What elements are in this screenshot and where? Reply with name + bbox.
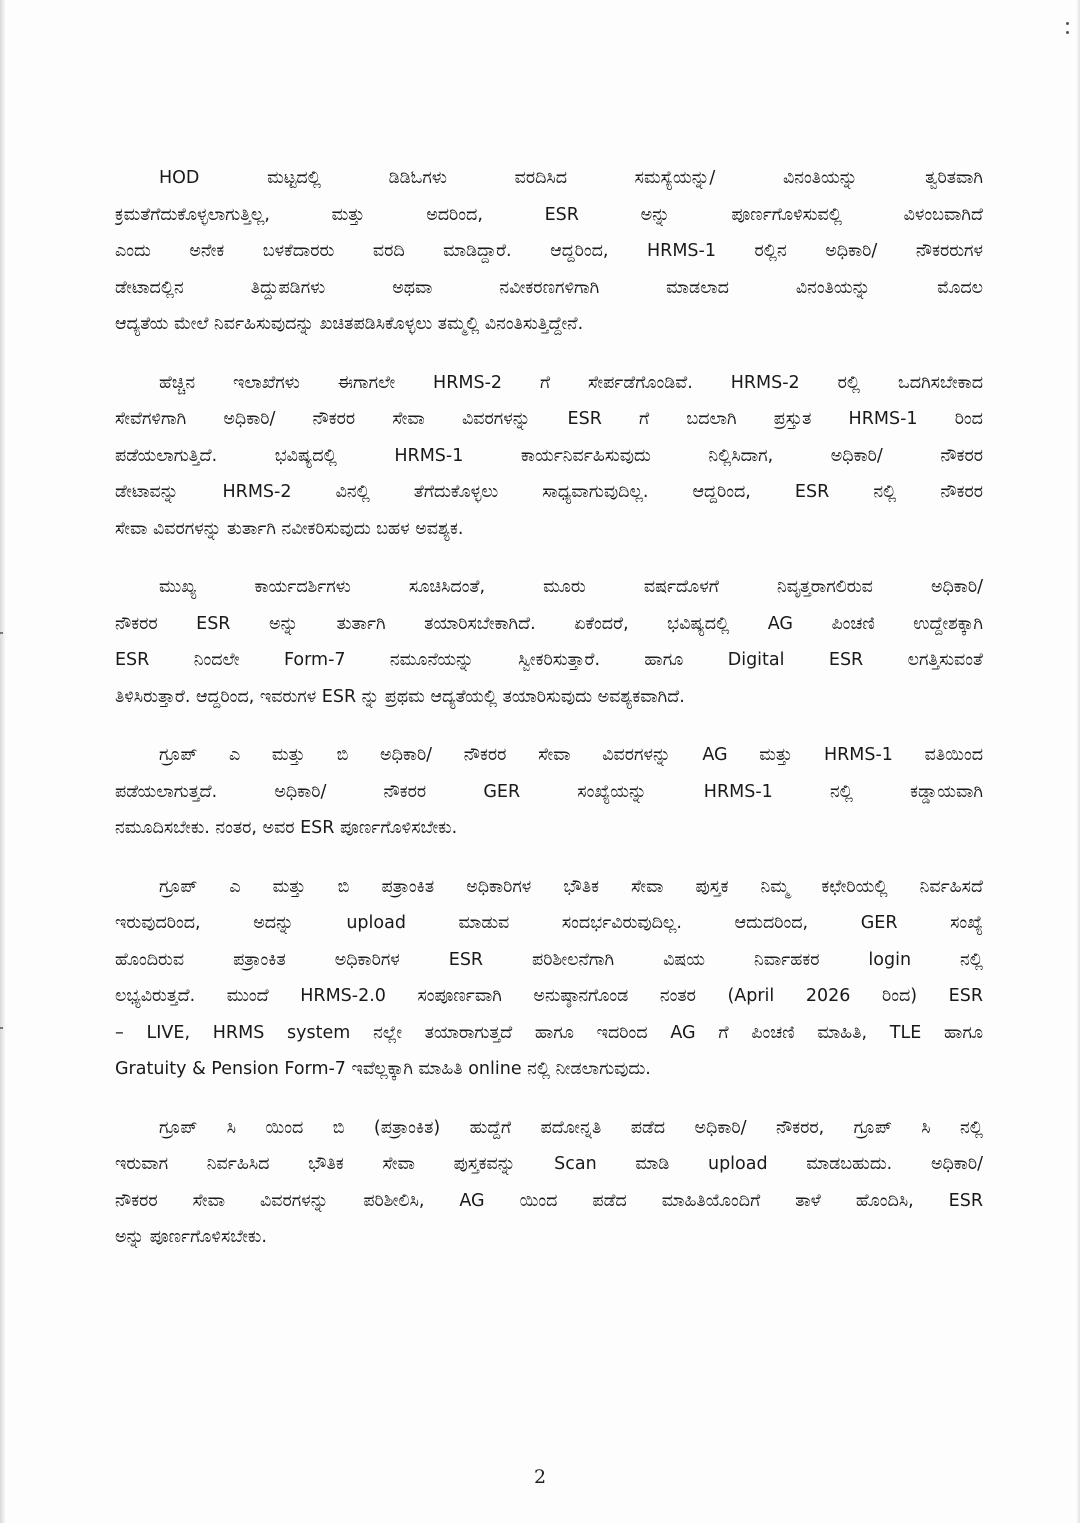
text-line: ಸೇವಾ ವಿವರಗಳನ್ನು ತುರ್ತಾಗಿ ನವೀಕರಿಸುವುದು ಬಹಳ ಅವಶ್ಯಕ. bbox=[115, 518, 464, 539]
text-line: ನಮೂದಿಸಬೇಕು. ನಂತರ, ಅವರ ESR ಪೂರ್ಣಗೊಳಿಸಬೇಕು. bbox=[115, 818, 458, 838]
scan-margin-mark bbox=[0, 632, 3, 634]
text-line: ಇರುವುದರಿಂದ, ಅದನ್ನು upload ಮಾಡುವ ಸಂದರ್ಭವಿರುವುದಿಲ್ಲ. ಆದುದರಿಂದ, GER ಸಂಖ್ಯೆ bbox=[115, 913, 983, 933]
page-number: 2 bbox=[533, 1466, 547, 1488]
text-line: ಸೇವೆಗಳಿಗಾಗಿ ಅಧಿಕಾರಿ/ ನೌಕರರ ಸೇವಾ ವಿವರಗಳನ್ನು ESR ಗೆ ಬದಲಾಗಿ ಪ್ರಸ್ತುತ HRMS-1 ರಿಂದ bbox=[115, 409, 983, 429]
paragraph-4 bbox=[115, 737, 983, 847]
text-line: ಡೇಟಾವನ್ನು HRMS-2 ವಿನಲ್ಲಿ ತೆಗೆದುಕೊಳ್ಳಲು ಸಾಧ್ಯವಾಗುವುದಿಲ್ಲ. ಆದ್ದರಿಂದ, ESR ನಲ್ಲಿ ನೌಕರರ bbox=[115, 482, 983, 502]
text-line: – LIVE, HRMS system ನಲ್ಲೇ ತಯಾರಾಗುತ್ತದೆ ಹಾಗೂ ಇದರಿಂದ AG ಗೆ ಪಿಂಚಣಿ ಮಾಹಿತಿ, TLE ಹಾಗೂ bbox=[115, 1022, 983, 1043]
scan-margin-mark bbox=[0, 1027, 3, 1029]
text-line: ಎಂದು ಅನೇಕ ಬಳಕೆದಾರರು ವರದಿ ಮಾಡಿದ್ದಾರೆ. ಆದ್ದರಿಂದ, HRMS-1 ರಲ್ಲಿನ ಅಧಿಕಾರಿ/ ನೌಕರರುಗಳ bbox=[115, 241, 983, 261]
text-line: ನೌಕರರ ESR ಅನ್ನು ತುರ್ತಾಗಿ ತಯಾರಿಸಬೇಕಾಗಿದೆ. ಏಕೆಂದರೆ, ಭವಿಷ್ಯದಲ್ಲಿ AG ಪಿಂಚಣಿ ಉದ್ದೇಶಕ್ಕಾಗಿ bbox=[115, 613, 983, 634]
scan-corner-dots bbox=[1066, 22, 1070, 36]
text-line: ಆದ್ಯತೆಯ ಮೇಲೆ ನಿರ್ವಹಿಸುವುದನ್ನು ಖಚಿತಪಡಿಸಿಕೊಳ್ಳಲು ತಮ್ಮಲ್ಲಿ ವಿನಂತಿಸುತ್ತಿದ್ದೇನೆ. bbox=[115, 314, 584, 334]
scan-edge-right bbox=[1076, 0, 1080, 1523]
paragraph-1 bbox=[115, 160, 983, 343]
text-line: ಹೆಚ್ಚಿನ ಇಲಾಖೆಗಳು ಈಗಾಗಲೇ HRMS-2 ಗೆ ಸೇರ್ಪಡೆಗೊಂಡಿವೆ. HRMS-2 ರಲ್ಲಿ ಒದಗಿಸಬೇಕಾದ bbox=[159, 372, 983, 393]
paragraph-3 bbox=[115, 569, 983, 715]
text-line: ಗ್ರೂಪ್ ಎ ಮತ್ತು ಬಿ ಪತ್ರಾಂಕಿತ ಅಧಿಕಾರಿಗಳ ಭೌತಿಕ ಸೇವಾ ಪುಸ್ತಕ ನಿಮ್ಮ ಕಛೇರಿಯಲ್ಲಿ ನಿರ್ವಹಿಸದೆ bbox=[159, 876, 983, 897]
text-line: ಗ್ರೂಪ್ ಸಿ ಯಿಂದ ಬಿ (ಪತ್ರಾಂಕಿತ) ಹುದ್ದೆಗೆ ಪದೋನ್ನತಿ ಪಡೆದ ಅಧಿಕಾರಿ/ ನೌಕರರ, ಗ್ರೂಪ್ ಸಿ ನಲ್ಲಿ bbox=[159, 1117, 983, 1138]
text-line: ಇರುವಾಗ ನಿರ್ವಹಿಸಿದ ಭೌತಿಕ ಸೇವಾ ಪುಸ್ತಕವನ್ನು Scan ಮಾಡಿ upload ಮಾಡಬಹುದು. ಅಧಿಕಾರಿ/ bbox=[115, 1154, 983, 1174]
text-line: ಅನ್ನು ಪೂರ್ಣಗೊಳಿಸಬೇಕು. bbox=[115, 1227, 267, 1247]
paragraph-2 bbox=[115, 365, 983, 548]
text-line: ಕ್ರಮತೆಗೆದುಕೊಳ್ಳಲಾಗುತ್ತಿಲ್ಲ, ಮತ್ತು ಅದರಿಂದ, ESR ಅನ್ನು ಪೂರ್ಣಗೊಳಿಸುವಲ್ಲಿ ವಿಳಂಬವಾಗಿದೆ bbox=[115, 204, 983, 225]
text-line: ನೌಕರರ ಸೇವಾ ವಿವರಗಳನ್ನು ಪರಿಶೀಲಿಸಿ, AG ಯಿಂದ ಪಡೆದ ಮಾಹಿತಿಯೊಂದಿಗೆ ತಾಳೆ ಹೊಂದಿಸಿ, ESR bbox=[115, 1190, 983, 1211]
text-line: ಲಭ್ಯವಿರುತ್ತದೆ. ಮುಂದೆ HRMS-2.0 ಸಂಪೂರ್ಣವಾಗಿ ಅನುಷ್ಠಾನಗೊಂಡ ನಂತರ (April 2026 ರಿಂದ) ESR bbox=[115, 986, 983, 1006]
document-body bbox=[115, 160, 983, 1278]
paragraph-5 bbox=[115, 869, 983, 1088]
text-line: ಪಡೆಯಲಾಗುತ್ತಿದೆ. ಭವಿಷ್ಯದಲ್ಲಿ HRMS-1 ಕಾರ್ಯನಿರ್ವಹಿಸುವುದು ನಿಲ್ಲಿಸಿದಾಗ, ಅಧಿಕಾರಿ/ ನೌಕರರ bbox=[115, 445, 983, 466]
text-line: ESR ನಿಂದಲೇ Form-7 ನಮೂನೆಯನ್ನು ಸ್ವೀಕರಿಸುತ್ತಾರೆ. ಹಾಗೂ Digital ESR ಲಗತ್ತಿಸುವಂತೆ bbox=[115, 650, 983, 670]
text-line: ಪಡೆಯಲಾಗುತ್ತದೆ. ಅಧಿಕಾರಿ/ ನೌಕರರ GER ಸಂಖ್ಯೆಯನ್ನು HRMS-1 ನಲ್ಲಿ ಕಡ್ಡಾಯವಾಗಿ bbox=[115, 781, 983, 802]
text-line: ತಿಳಿಸಿರುತ್ತಾರೆ. ಆದ್ದರಿಂದ, ಇವರುಗಳ ESR ನ್ನು ಪ್ರಥಮ ಆದ್ಯತೆಯಲ್ಲಿ ತಯಾರಿಸುವುದು ಅವಶ್ಯಕವಾಗಿದೆ. bbox=[115, 686, 685, 707]
text-line: Gratuity & Pension Form-7 ಇವೆಲ್ಲಕ್ಕಾಗಿ ಮಾಹಿತಿ online ನಲ್ಲಿ ನೀಡಲಾಗುವುದು. bbox=[115, 1059, 651, 1079]
text-line: HOD ಮಟ್ಟದಲ್ಲಿ ಡಿಡಿಓಗಳು ವರದಿಸಿದ ಸಮಸ್ಯೆಯನ್ನು/ ವಿನಂತಿಯನ್ನು ತ್ವರಿತವಾಗಿ bbox=[159, 168, 983, 188]
scan-edge-left bbox=[0, 0, 6, 1523]
paragraph-6 bbox=[115, 1110, 983, 1256]
text-line: ಮುಖ್ಯ ಕಾರ್ಯದರ್ಶಿಗಳು ಸೂಚಿಸಿದಂತೆ, ಮೂರು ವರ್ಷದೊಳಗೆ ನಿವೃತ್ತರಾಗಲಿರುವ ಅಧಿಕಾರಿ/ bbox=[159, 577, 983, 597]
text-line: ಗ್ರೂಪ್ ಎ ಮತ್ತು ಬಿ ಅಧಿಕಾರಿ/ ನೌಕರರ ಸೇವಾ ವಿವರಗಳನ್ನು AG ಮತ್ತು HRMS-1 ವತಿಯಿಂದ bbox=[159, 745, 983, 765]
text-line: ಡೇಟಾದಲ್ಲಿನ ತಿದ್ದುಪಡಿಗಳು ಅಥವಾ ನವೀಕರಣಗಳಿಗಾಗಿ ಮಾಡಲಾದ ವಿನಂತಿಯನ್ನು ಮೊದಲ bbox=[115, 277, 983, 298]
text-line: ಹೊಂದಿರುವ ಪತ್ರಾಂಕಿತ ಅಧಿಕಾರಿಗಳ ESR ಪರಿಶೀಲನೆಗಾಗಿ ವಿಷಯ ನಿರ್ವಾಹಕರ login ನಲ್ಲಿ bbox=[115, 949, 983, 970]
